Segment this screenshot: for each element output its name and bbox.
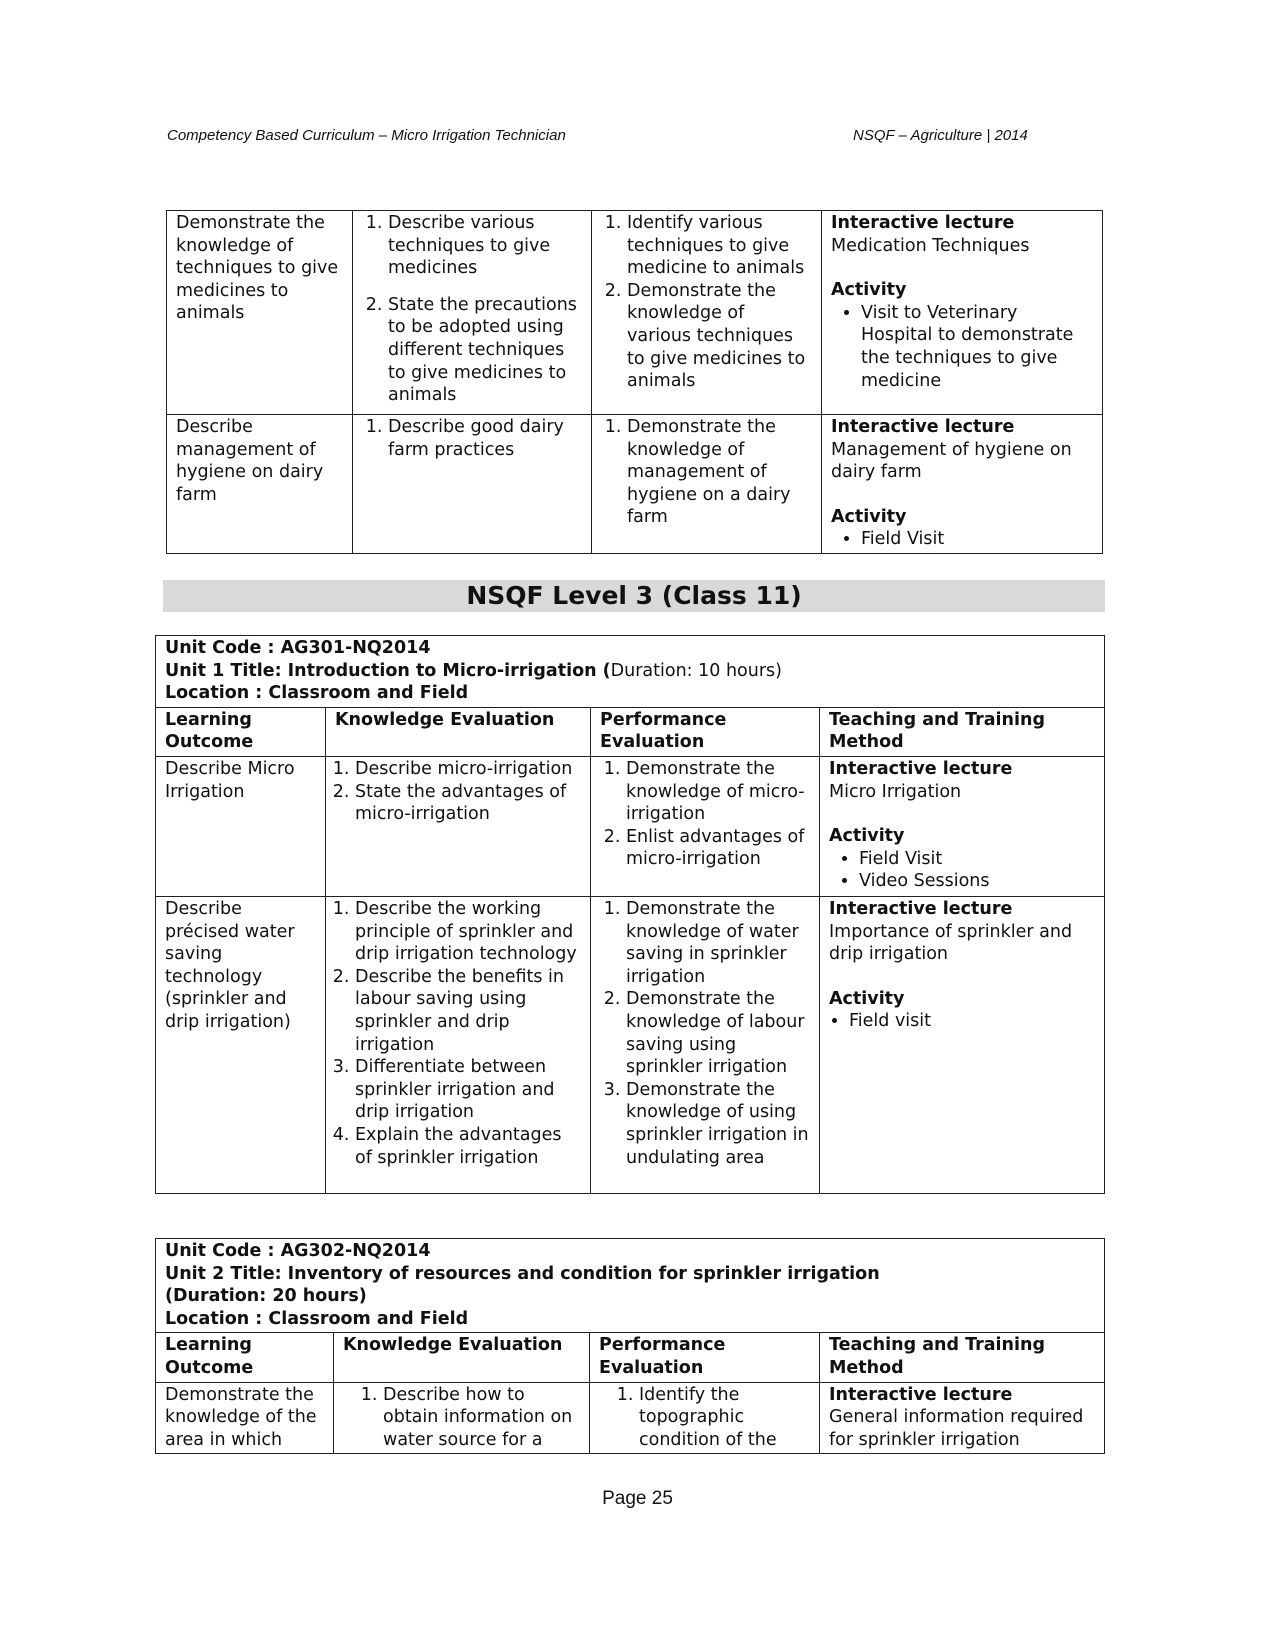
unit-duration: Duration: 10 hours): [610, 660, 782, 681]
unit-location: Location : Classroom and Field: [165, 1308, 469, 1329]
method-text: General information required for sprinkler irrigation: [829, 1407, 1084, 1450]
unit-info-row: [156, 1239, 1105, 1333]
unit-duration: (Duration: 20 hours): [165, 1286, 367, 1307]
unit-code: Unit Code : AG301-NQ2014: [165, 638, 431, 658]
page-number: Page 25: [602, 1488, 673, 1509]
activity-title: Activity: [829, 988, 905, 1009]
list-item: • Field Visit: [861, 528, 1093, 551]
table-row: [156, 896, 1105, 1193]
unit-location: Location : Classroom and Field: [165, 683, 469, 704]
level-heading: NSQF Level 3 (Class 11): [163, 580, 1105, 612]
method-cell: [822, 415, 1103, 554]
activity-title: Activity: [829, 826, 905, 847]
method-text: Importance of sprinkler and drip irrigation: [829, 921, 1073, 965]
method-title: Interactive lecture: [829, 758, 1013, 779]
unit-title: [165, 660, 1095, 683]
unit-code: Unit Code : AG302-NQ2014: [165, 1241, 431, 1261]
activity-title: Activity: [831, 506, 907, 527]
column-header: Teaching and Training Method: [820, 707, 1105, 756]
column-header: Knowledge Evaluation: [334, 1333, 590, 1382]
list-item: 1. Describe the working principle of sprinkler and drip irrigation technology: [355, 898, 581, 966]
knowledge-cell: [353, 211, 592, 415]
list-item: 1. Describe various techniques to give medicines: [388, 212, 582, 280]
list-item: 3. Differentiate between sprinkler irrigation and drip irrigation: [355, 1056, 581, 1124]
list-item: 1. Demonstrate the knowledge of micro-irrigation: [626, 758, 810, 826]
list-item: 1. Demonstrate the knowledge of water saving in sprinkler irrigation: [626, 898, 810, 988]
table-row: [156, 1382, 1105, 1454]
method-text: Medication Techniques: [831, 235, 1030, 256]
unit1-table: [155, 635, 1105, 1194]
performance-cell: [591, 756, 820, 896]
column-header: Performance Evaluation: [591, 707, 820, 756]
header-row: [156, 707, 1105, 756]
column-header: Teaching and Training Method: [820, 1333, 1105, 1382]
unit-info-cell: [156, 1239, 1105, 1333]
method-title: Interactive lecture: [829, 898, 1013, 919]
column-header: Performance Evaluation: [590, 1333, 820, 1382]
knowledge-cell: [353, 415, 592, 554]
list-item: 2. State the precautions to be adopted using different techniques to give medicines to animals: [388, 294, 582, 407]
column-header: Learning Outcome: [156, 707, 326, 756]
method-cell: [820, 756, 1105, 896]
outcome-cell: Describe Micro Irrigation: [156, 756, 326, 896]
list-item: • Field visit: [849, 1010, 1095, 1033]
table-row: [167, 415, 1103, 554]
header-right: NSQF – Agriculture | 2014: [853, 127, 1028, 144]
list-item: 2. Demonstrate the knowledge of various techniques to give medicines to animals: [627, 280, 812, 393]
list-item: 4. Explain the advantages of sprinkler irrigation: [355, 1124, 581, 1169]
performance-cell: [592, 211, 822, 415]
list-item: 3. Demonstrate the knowledge of using sprinkler irrigation in undulating area: [626, 1079, 810, 1169]
list-item: • Field Visit: [859, 848, 1095, 871]
list-item: 2. Describe the benefits in labour saving using sprinkler and drip irrigation: [355, 966, 581, 1056]
continued-table: [166, 210, 1103, 554]
list-item: 1. Describe good dairy farm practices: [388, 416, 582, 461]
unit-title-bold: Unit 1 Title: Introduction to Micro-irrigation (: [165, 660, 611, 681]
method-text: Management of hygiene on dairy farm: [831, 439, 1072, 483]
table-row: [167, 211, 1103, 415]
column-header: Learning Outcome: [156, 1333, 334, 1382]
list-item: 2. Demonstrate the knowledge of labour saving using sprinkler irrigation: [626, 988, 810, 1078]
header-row: [156, 1333, 1105, 1382]
list-item: 1. Demonstrate the knowledge of management of hygiene on a dairy farm: [627, 416, 812, 529]
table-row: [156, 756, 1105, 896]
knowledge-cell: [334, 1382, 590, 1454]
unit-info-row: [156, 636, 1105, 708]
list-item: • Visit to Veterinary Hospital to demonstrate the techniques to give medicine: [861, 302, 1093, 392]
performance-cell: [590, 1382, 820, 1454]
unit-info-cell: [156, 636, 1105, 708]
outcome-cell: Demonstrate the knowledge of techniques to give medicines to animals: [167, 211, 353, 415]
list-item: 2. State the advantages of micro-irrigation: [355, 781, 581, 826]
outcome-cell: Demonstrate the knowledge of the area in which: [156, 1382, 334, 1454]
method-cell: [820, 1382, 1105, 1454]
unit2-table: [155, 1238, 1105, 1454]
performance-cell: [591, 896, 820, 1193]
list-item: 2. Enlist advantages of micro-irrigation: [626, 826, 810, 871]
header-left: Competency Based Curriculum – Micro Irrigation Technician: [167, 127, 566, 144]
performance-cell: [592, 415, 822, 554]
method-cell: [822, 211, 1103, 415]
outcome-cell: Describe management of hygiene on dairy farm: [167, 415, 353, 554]
list-item: 1. Identify the topographic condition of the: [639, 1384, 810, 1452]
method-title: Interactive lecture: [831, 417, 1015, 437]
list-item: 1. Describe micro-irrigation: [355, 758, 581, 781]
column-header: Knowledge Evaluation: [326, 707, 591, 756]
method-text: Micro Irrigation: [829, 781, 962, 802]
unit-title: Unit 2 Title: Inventory of resources and condition for sprinkler irrigation: [165, 1263, 880, 1284]
activity-title: Activity: [831, 280, 907, 301]
list-item: • Video Sessions: [859, 870, 1095, 893]
method-title: Interactive lecture: [829, 1384, 1013, 1405]
knowledge-cell: [326, 756, 591, 896]
knowledge-cell: [326, 896, 591, 1193]
list-item: 1. Describe how to obtain information on water source for a: [383, 1384, 580, 1452]
method-cell: [820, 896, 1105, 1193]
list-item: 1. Identify various techniques to give medicine to animals: [627, 212, 812, 280]
method-title: Interactive lecture: [831, 213, 1015, 233]
outcome-cell: Describe précised water saving technology (sprinkler and drip irrigation): [156, 896, 326, 1193]
